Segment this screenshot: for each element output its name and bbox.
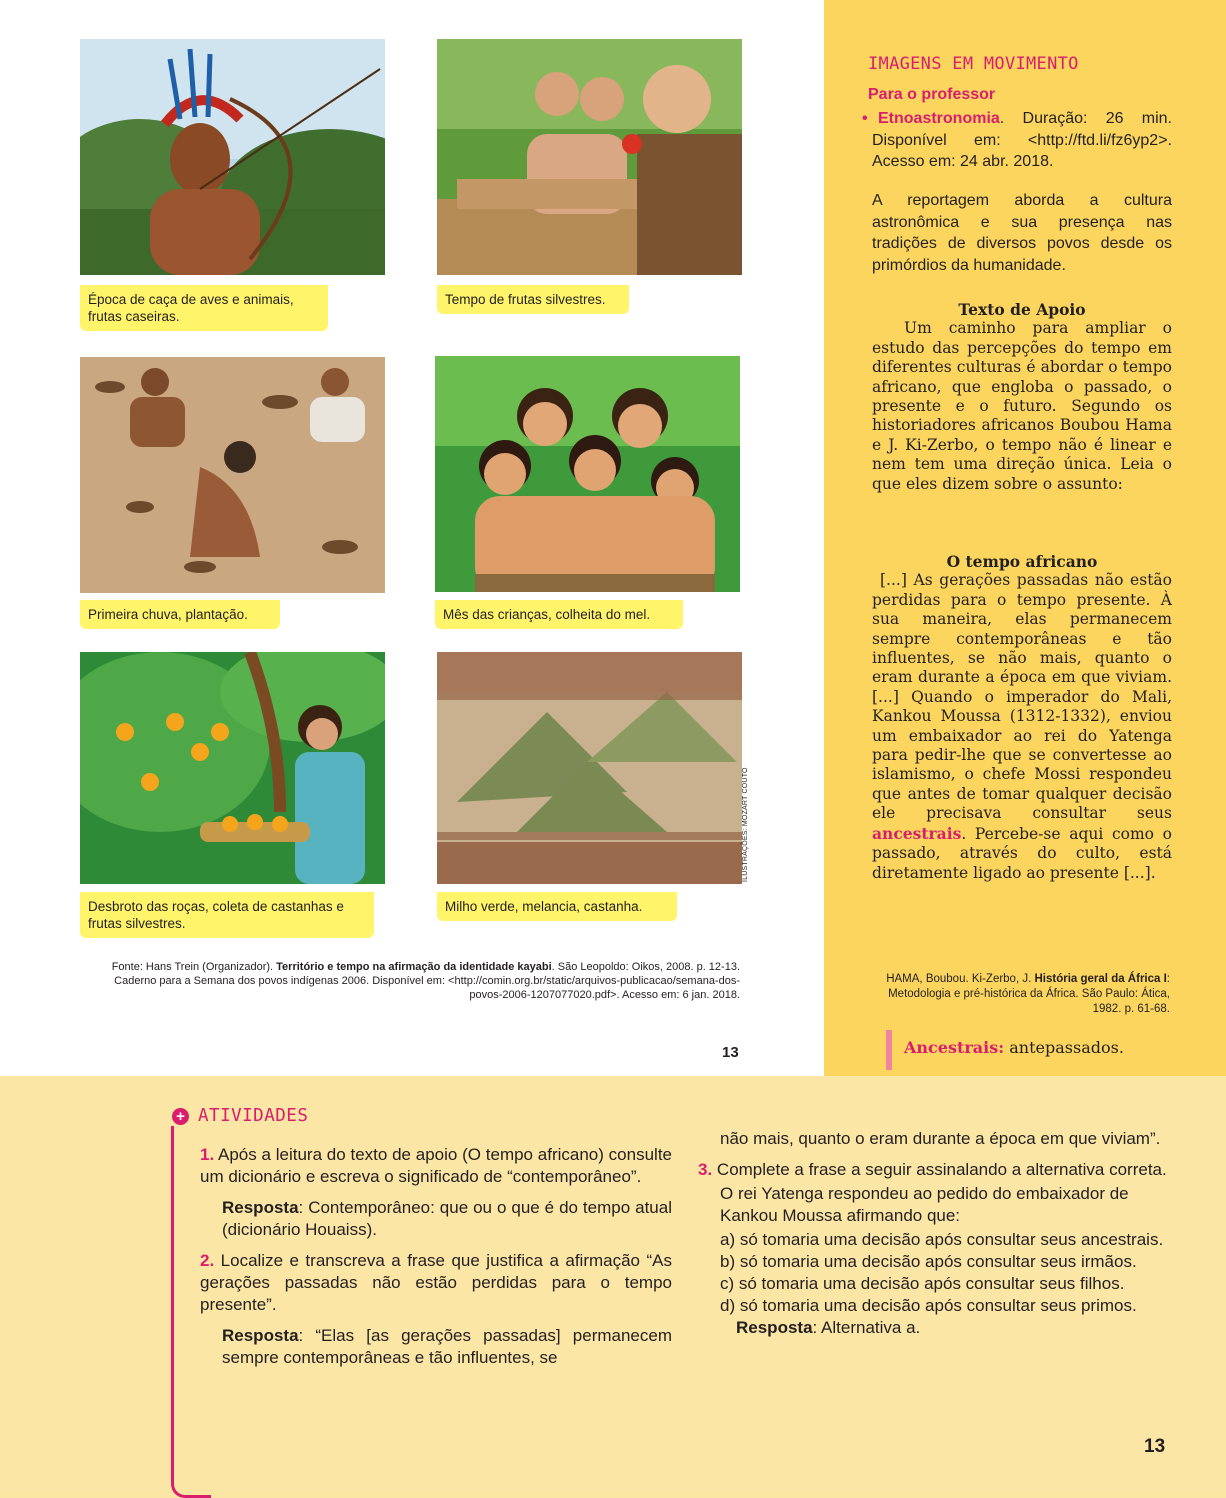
illustration-fruits	[437, 39, 742, 275]
illustration-hunter	[80, 39, 385, 275]
glossary-definition: antepassados.	[1004, 1038, 1124, 1057]
question-1-text: Após a leitura do texto de apoio (O tempo africano) consulte um dicionário e escreva o significado de “contemporâneo”.	[200, 1145, 672, 1186]
page-number-top: 13	[722, 1044, 739, 1061]
activities-heading: ATIVIDADES	[198, 1106, 309, 1126]
section-heading-imagens: IMAGENS EM MOVIMENTO	[868, 54, 1079, 74]
option-a: a) só tomaria uma decisão após consultar seus ancestrais.	[720, 1230, 1164, 1249]
glossary-term: Ancestrais:	[904, 1038, 1005, 1057]
glossary-entry	[904, 1038, 1124, 1057]
answer-3-label: Resposta	[736, 1318, 813, 1337]
video-details: . Duração: 26 min. Disponível em: <http://ftd.li/fz6yp2>. Acesso em: 24 abr. 2018.	[872, 110, 1172, 170]
answer-3	[698, 1317, 1170, 1339]
question-3-stem: O rei Yatenga respondeu ao pedido do embaixador de Kankou Moussa afirmando que:	[720, 1184, 1129, 1225]
source-prefix: Fonte: Hans Trein (Organizador).	[111, 961, 277, 973]
question-3	[698, 1159, 1170, 1181]
ref-rest: : Metodologia e pré-histórica da África. São Paulo: Ática, 1982. p. 61-68.	[888, 973, 1170, 1015]
option-d: d) só tomaria uma decisão após consultar seus primos.	[720, 1296, 1137, 1315]
quote-text-part-2: . Percebe-se aqui como o passado, através do culto, está diretamente ligado ao presente [...].	[872, 824, 1172, 882]
video-recommendation	[862, 108, 1172, 173]
answer-1	[200, 1197, 672, 1241]
caption-3: Primeira chuva, plantação.	[80, 600, 280, 629]
answer-2-continued: não mais, quanto o eram durante a época em que viviam”.	[720, 1129, 1161, 1148]
question-3-options	[698, 1229, 1170, 1317]
source-title: Território e tempo na afirmação da identidade kayabi	[276, 961, 552, 973]
question-2	[200, 1250, 672, 1316]
answer-2-text: : “Elas [as gerações passadas] permanecem sempre contemporâneas e tão influentes, se	[222, 1326, 672, 1367]
apoio-text: Um caminho para ampliar o estudo das percepções do tempo em diferentes culturas é abordar o tempo africano, que engloba o passado, o presente e o futuro. Segundo os historiadores africanos Boubou Hama e J. Ki-Zerbo, o tempo não é linear e nem tem uma direção única. Leia o que eles dizem sobre o assunto:	[872, 319, 1172, 493]
texto-de-apoio	[872, 300, 1172, 494]
subheading-para-o-professor: Para o professor	[868, 86, 996, 103]
option-b: b) só tomaria uma decisão após consultar seus irmãos.	[720, 1252, 1137, 1271]
question-1-number: 1.	[200, 1145, 215, 1164]
answer-3-text: : Alternativa a.	[812, 1318, 921, 1337]
quote-text-part-1: [...] As gerações passadas não estão perdidas para o tempo presente. À sua maneira, elas permanecem sempre contemporâneas e tão influentes, se não mais, quanto o eram durante a época em que viviam. [...] Quando o imperador do Mali, Kankou Moussa (1312-1332), enviou um embaixador ao rei do Yatenga para pedir-lhe que se convertesse ao islamismo, o chefe Mossi respondeu que antes de tomar qualquer decisão ele precisava consultar seus	[872, 571, 1172, 823]
question-1	[200, 1144, 672, 1188]
activities-right-column	[698, 1128, 1170, 1348]
caption-1: Época de caça de aves e animais, frutas caseiras.	[80, 285, 328, 331]
activities-left-column	[200, 1144, 672, 1378]
quote-highlight: ancestrais	[872, 823, 962, 843]
answer-2	[200, 1325, 672, 1369]
plus-icon: +	[172, 1108, 189, 1125]
answer-1-text: : Contemporâneo: que ou o que é do tempo atual (dicionário Houaiss).	[222, 1198, 672, 1239]
question-3-text: Complete a frase a seguir assinalando a alternativa correta.	[712, 1160, 1167, 1179]
quote-block	[872, 552, 1172, 883]
page-number-bottom: 13	[1144, 1436, 1166, 1457]
quote-title: O tempo africano	[946, 552, 1098, 571]
caption-2: Tempo de frutas silvestres.	[437, 285, 629, 314]
question-2-number: 2.	[200, 1251, 215, 1270]
quote-reference	[868, 972, 1170, 1017]
apoio-title: Texto de Apoio	[958, 300, 1086, 319]
answer-2-label: Resposta	[222, 1326, 299, 1345]
caption-5: Desbroto das roças, coleta de castanhas e frutas silvestres.	[80, 892, 374, 938]
bullet-icon: •	[862, 110, 868, 127]
illustration-credit: ILUSTRAÇÕES: MOZART COUTO	[742, 767, 749, 882]
answer-1-label: Resposta	[222, 1198, 299, 1217]
video-title: Etnoastronomia	[878, 110, 1000, 127]
caption-6: Milho verde, melancia, castanha.	[437, 892, 677, 921]
illustration-corn-festival	[437, 652, 742, 884]
source-rest: . São Leopoldo: Oikos, 2008. p. 12-13. Caderno para a Semana dos povos indígenas 2006. Disponível em: <http://comin.org.br/static/arquivos-publicacao/semana-dos-povos-2006-1207077020.pdf>. Acesso em: 6 jan. 2018.	[114, 961, 740, 1001]
quote-text	[872, 571, 1172, 883]
question-3-number: 3.	[698, 1160, 713, 1179]
illustration-planting	[80, 357, 385, 593]
illustration-orange-picking	[80, 652, 385, 884]
question-2-text: Localize e transcreva a frase que justifica a afirmação “As gerações passadas não estão perdidas para o tempo presente”.	[200, 1251, 672, 1314]
source-citation	[86, 960, 740, 1002]
option-c: c) só tomaria uma decisão após consultar seus filhos.	[720, 1274, 1125, 1293]
ref-prefix: HAMA, Boubou. Ki-Zerbo, J.	[886, 973, 1035, 985]
ref-title: História geral da África I	[1034, 973, 1167, 985]
caption-4: Mês das crianças, colheita do mel.	[435, 600, 683, 629]
video-description: A reportagem aborda a cultura astronômica e sua presença nas tradições de diversos povos desde os primórdios da humanidade.	[872, 192, 1172, 274]
illustration-children	[435, 356, 740, 592]
glossary-bar	[886, 1030, 892, 1070]
